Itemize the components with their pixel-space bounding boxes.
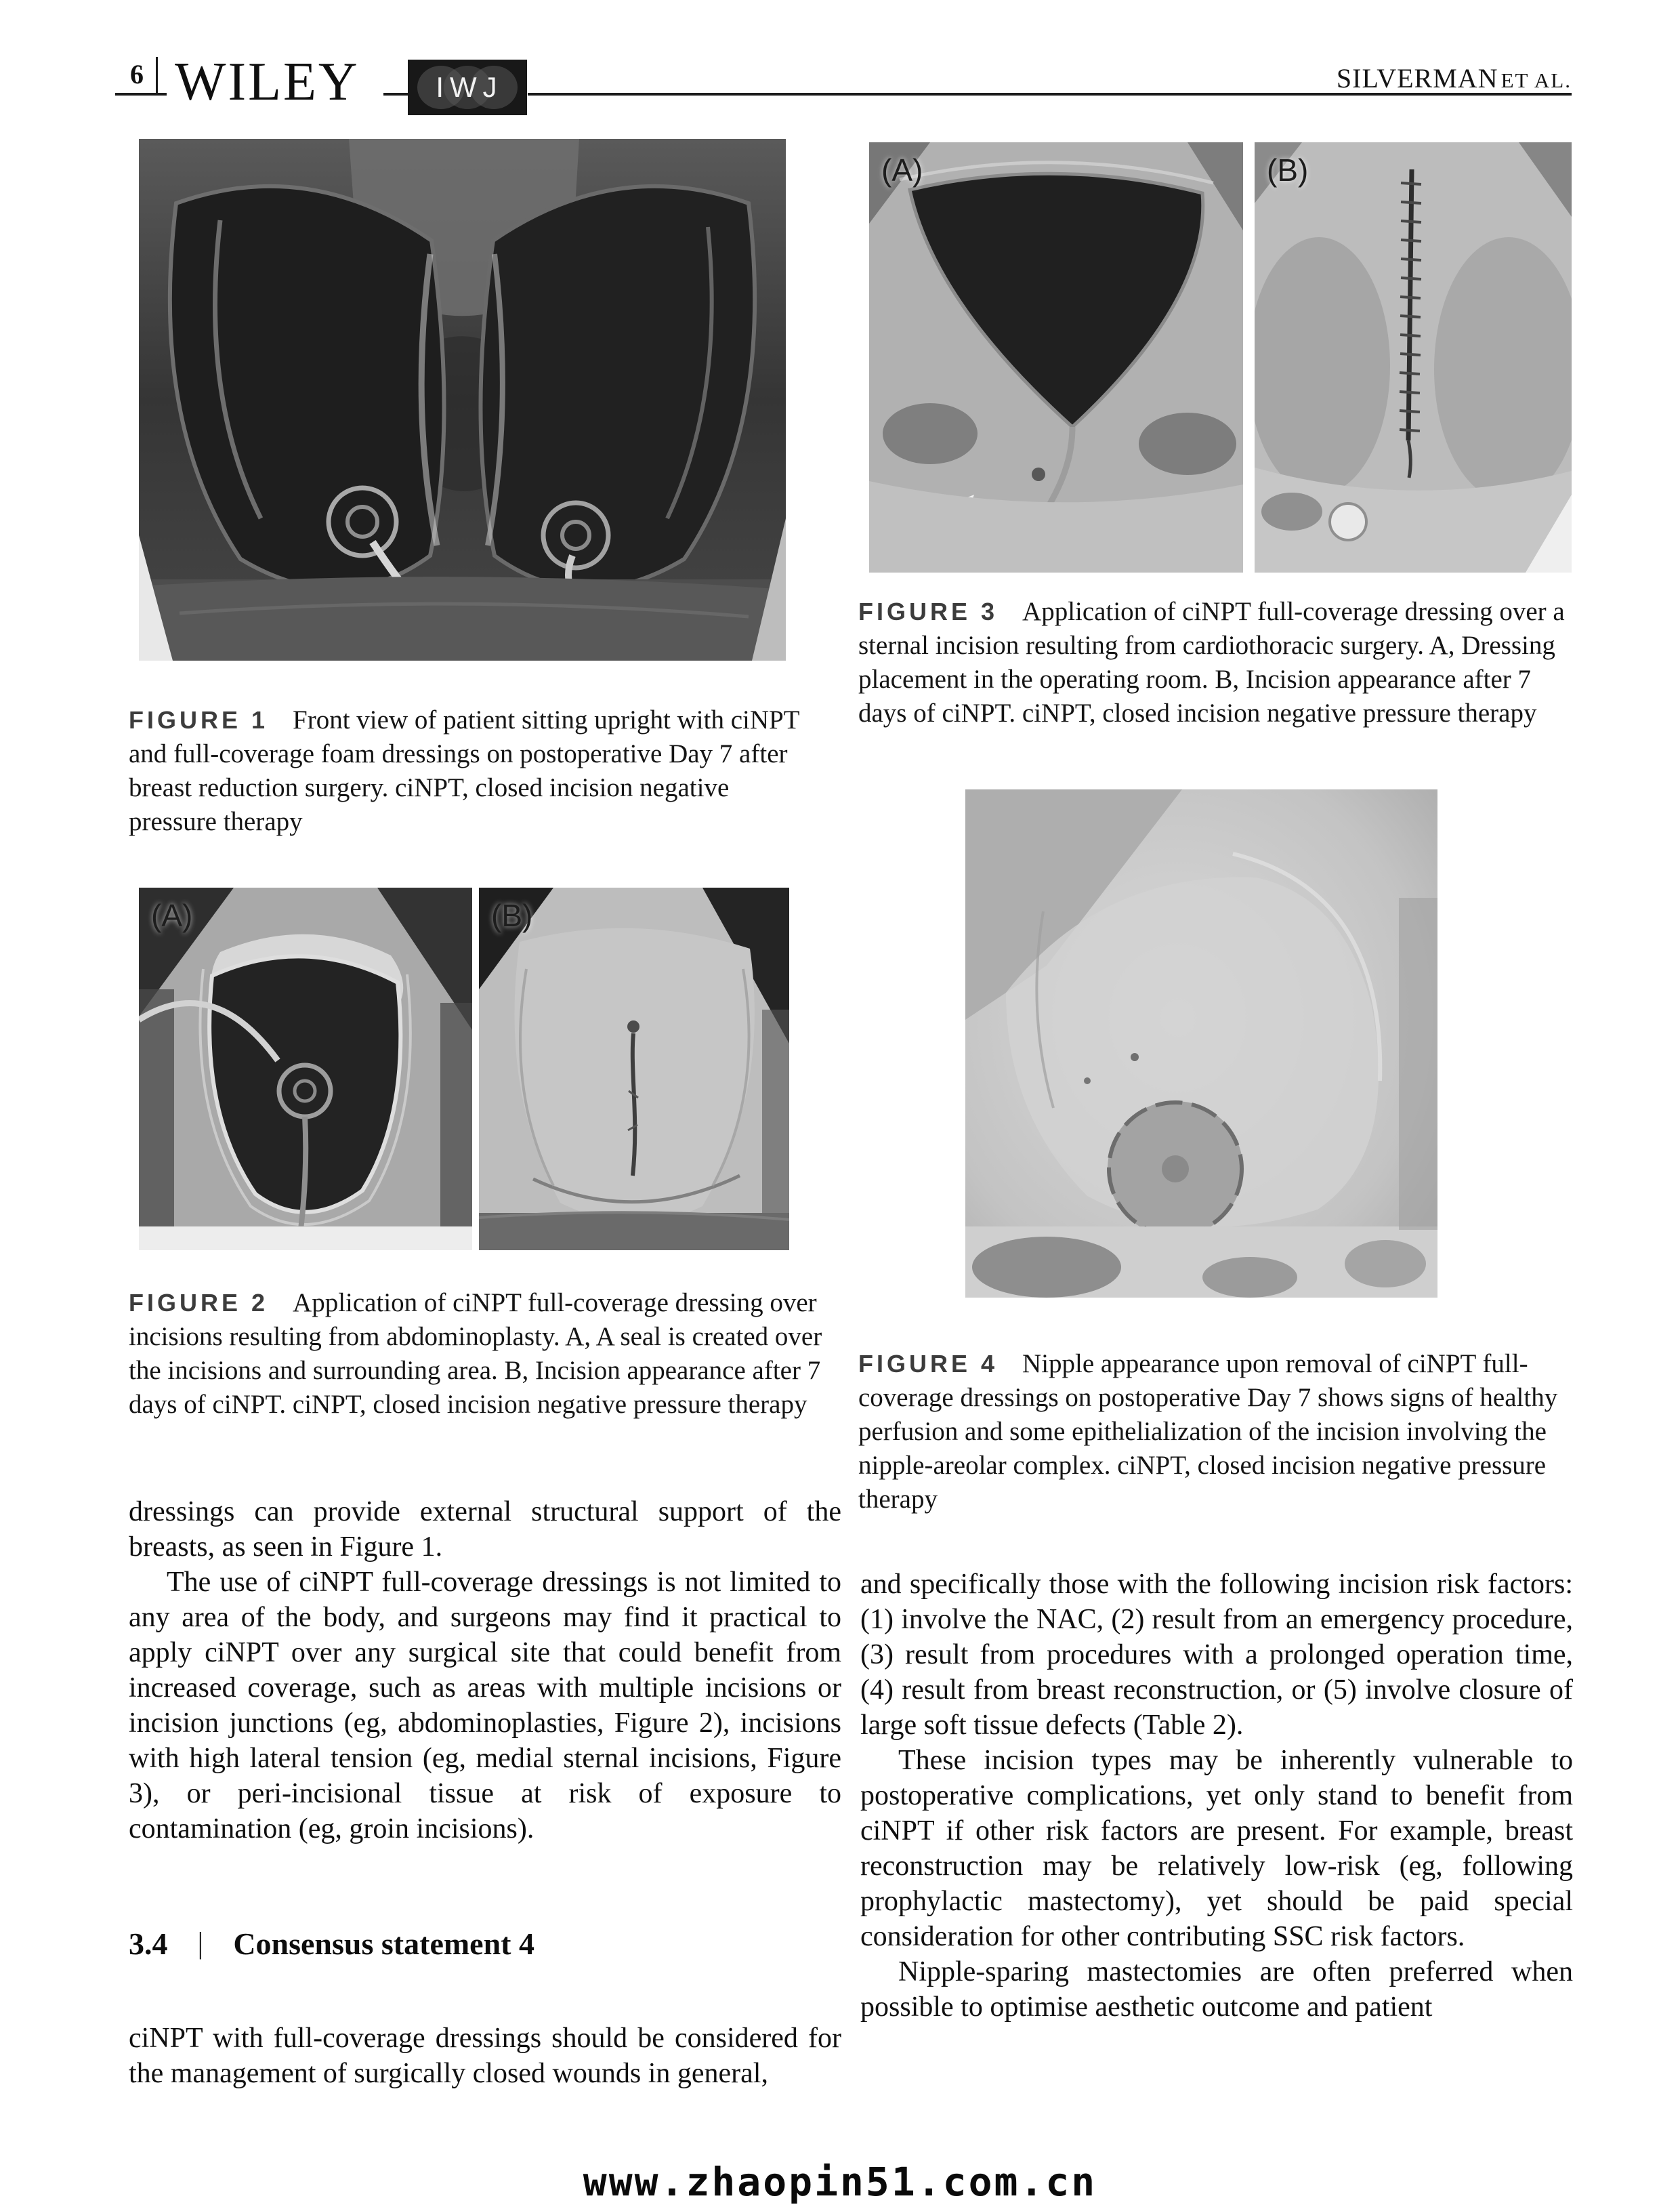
figure-1-caption-text: Front view of patient sitting upright with ciNPT and full-coverage foam dressings on postoperative Day 7 after breast reduction surgery. ciNPT, closed incision negative pressure therapy — [129, 705, 799, 836]
left-paragraph-3: ciNPT with full-coverage dressings should be considered for the management of surgically closed wounds in general, — [129, 2023, 841, 2089]
figure-3-panel-b-art — [1255, 142, 1572, 573]
right-paragraph-2: These incision types may be inherently vulnerable to postoperative complications, yet only stand to benefit from ciNPT if other risk factors are present. For example, breast reconstruction may be relatively low-risk (eg, following prophylactic mastectomy), yet should be paid special consideration for other contributing SSC risk factors. — [860, 1745, 1573, 1952]
figure-2-caption — [129, 1286, 833, 1422]
wiley-logo: WILEY — [175, 52, 360, 112]
section-heading-separator: | — [197, 1926, 204, 1960]
figure-3-panel-a-label: (A) — [881, 152, 923, 188]
left-column — [129, 1494, 841, 2091]
figure-2-caption-text: Application of ciNPT full-coverage dressing over incisions resulting from abdominoplasty. A, A seal is created over the incisions and surrounding area. B, Incision appearance after 7 days of ciNPT. ciNPT, closed incision negative pressure therapy — [129, 1288, 822, 1419]
page-number: 6 — [130, 59, 144, 89]
right-paragraph-3: Nipple-sparing mastectomies are often preferred when possible to optimise aesthetic outcome and patient — [860, 1956, 1573, 2023]
figure-3-caption-text: Application of ciNPT full-coverage dressing over a sternal incision resulting from cardiothoracic surgery. A, Dressing placement in the operating room. B, Incision appearance after 7 days of ciNPT. ciNPT, closed incision negative pressure therapy — [858, 597, 1565, 728]
right-paragraph-1: and specifically those with the following incision risk factors: (1) involve the NAC, (2) result from an emergency procedure, (3) result from procedures with a prolonged operation time, (4) result from breast reconstruction, or (5) involve closure of large soft tissue defects (Table 2). — [860, 1569, 1573, 1741]
running-head — [1337, 62, 1572, 94]
figure-1-caption — [129, 703, 813, 839]
figure-2-panel-b-photo — [479, 888, 789, 1250]
figure-2-label: FIGURE 2 — [129, 1289, 269, 1317]
figure-3-panel-a-photo — [869, 142, 1243, 573]
figure-3-panel-b-label: (B) — [1267, 152, 1309, 188]
header-rule-mid — [383, 93, 411, 96]
figure-2-panel-a-art — [139, 888, 472, 1250]
section-heading-title: Consensus statement 4 — [233, 1926, 534, 1961]
figure-4-photo-art — [965, 789, 1437, 1298]
left-paragraph-2: The use of ciNPT full-coverage dressings is not limited to any area of the body, and surgeons may find it practical to apply ciNPT over any surgical site that could benefit from increased coverage, such as areas with multiple incisions or incision junctions (eg, abdominoplasties, Figure 2), incisions with high lateral tension (eg, medial sternal incisions, Figure 3), or peri-incisional tissue at risk of exposure to contamination (eg, groin incisions). — [129, 1567, 841, 1844]
watermark-url: www.zhaopin51.com.cn — [583, 2159, 1097, 2205]
figure-4-label: FIGURE 4 — [858, 1350, 999, 1378]
running-head-author: SILVERMAN — [1336, 63, 1498, 94]
figure-2-panel-b-art — [479, 888, 789, 1250]
figure-2-panel-a-label: (A) — [151, 898, 193, 933]
section-heading — [129, 1926, 841, 1962]
header-divider-bar — [156, 57, 158, 95]
section-heading-number: 3.4 — [129, 1926, 168, 1961]
figure-3-panel-a-art — [869, 142, 1243, 573]
running-head-etal: ET AL. — [1500, 68, 1572, 92]
figure-2-panel-b-label: (B) — [491, 898, 533, 933]
iwj-journal-logo — [408, 60, 527, 115]
figure-3-label: FIGURE 3 — [858, 598, 999, 625]
figure-2-panel-a-photo — [139, 888, 472, 1250]
iwj-logo-text: IWJ — [436, 71, 503, 103]
figure-4-caption-text: Nipple appearance upon removal of ciNPT full-coverage dressings on postoperative Day 7 shows signs of healthy perfusion and some epithelialization of the incision involving the nipple-areolar complex. ciNPT, closed incision negative pressure therapy — [858, 1349, 1558, 1514]
header-rule-left — [115, 93, 167, 96]
figure-1-label: FIGURE 1 — [129, 706, 269, 734]
figure-3-panel-b-photo — [1255, 142, 1572, 573]
figure-4-caption — [858, 1347, 1573, 1516]
figure-1-photo-art — [139, 139, 786, 661]
left-paragraph-1: dressings can provide external structural support of the breasts, as seen in Figure 1. — [129, 1496, 841, 1563]
figure-4-photo — [965, 789, 1437, 1298]
figure-1-photo — [139, 139, 786, 661]
right-column — [860, 1567, 1573, 2025]
figure-3-caption — [858, 595, 1573, 730]
